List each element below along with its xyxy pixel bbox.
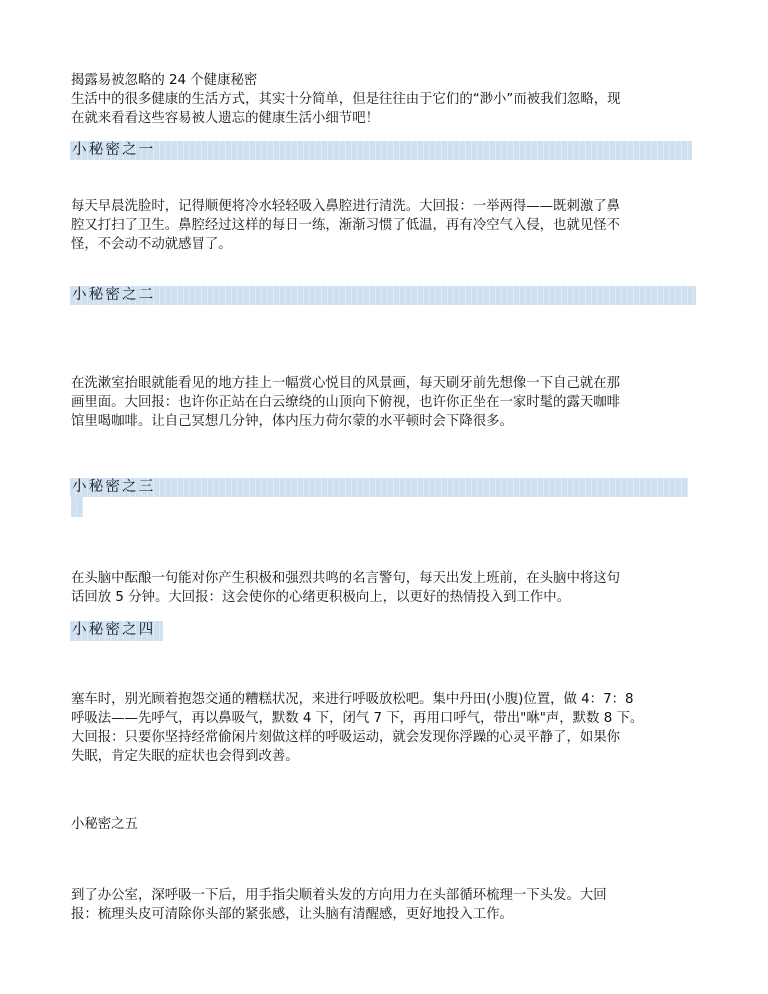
section-4-line-3: 大回报：只要你坚持经常偷闲片刻做这样的呼吸运动，就会发现你浮躁的心灵平静了，如果你 — [71, 730, 621, 745]
section-2-line-2: 画里面。大回报：也许你正站在白云缭绕的山顶向下俯视，也许你正坐在一家时髦的露天咖啡 — [71, 395, 621, 410]
section-3-highlight-tail — [71, 497, 83, 517]
section-4-heading: 小秘密之四 — [72, 622, 156, 638]
section-1-line-1: 每天早晨洗脸时，记得顺便将冷水轻轻吸入鼻腔进行清洗。大回报：一举两得——既刺激了鼻 — [71, 199, 621, 214]
section-2-line-1: 在洗漱室抬眼就能看见的地方挂上一幅赏心悦目的风景画，每天刷牙前先想像一下自己就在那 — [71, 376, 621, 391]
section-1-heading: 小秘密之一 — [72, 142, 156, 158]
section-4-line-2: 呼吸法——先呼气，再以鼻吸气，默数 4 下，闭气 7 下，再用口呼气，带出"咻"声，默数 8 下。 — [71, 711, 644, 726]
section-3-line-1: 在头脑中酝酿一句能对你产生积极和强烈共鸣的名言警句，每天出发上班前，在头脑中将这句 — [71, 571, 621, 586]
section-3-line-2: 话回放 5 分钟。大回报：这会使你的心绪更积极向上，以更好的热情投入到工作中。 — [71, 590, 571, 605]
section-4-line-1: 塞车时，别光顾着抱怨交通的糟糕状况，来进行呼吸放松吧。集中丹田(小腹)位置，做 4：7：8 — [71, 692, 634, 707]
section-2-heading: 小秘密之二 — [72, 287, 156, 303]
section-1-line-2: 腔又打扫了卫生。鼻腔经过这样的每日一练，渐渐习惯了低温，再有冷空气入侵，也就见怪不 — [71, 218, 621, 233]
section-3-highlight-band — [70, 478, 688, 497]
section-3-heading: 小秘密之三 — [72, 479, 156, 495]
section-5-heading: 小秘密之五 — [71, 817, 138, 832]
section-2-line-3: 馆里喝咖啡。让自己冥想几分钟，体内压力荷尔蒙的水平顿时会下降很多。 — [71, 414, 513, 429]
section-1-highlight-band — [70, 141, 692, 160]
section-2-highlight-band — [70, 286, 696, 305]
intro-line-1: 生活中的很多健康的生活方式，其实十分简单，但是往往由于它们的“渺小”而被我们忽略，现 — [71, 92, 621, 107]
section-4-line-4: 失眠，肯定失眠的症状也会得到改善。 — [71, 749, 299, 764]
section-5-line-1: 到了办公室，深呼吸一下后，用手指尖顺着头发的方向用力在头部循环梳理一下头发。大回 — [71, 888, 607, 903]
section-5-line-2: 报：梳理头皮可清除你头部的紧张感，让头脑有清醒感，更好地投入工作。 — [71, 907, 513, 922]
document-title: 揭露易被忽略的 24 个健康秘密 — [71, 73, 258, 88]
section-1-line-3: 怪，不会动不动就感冒了。 — [71, 237, 232, 252]
intro-line-2: 在就来看看这些容易被人遗忘的健康生活小细节吧！ — [71, 111, 379, 126]
